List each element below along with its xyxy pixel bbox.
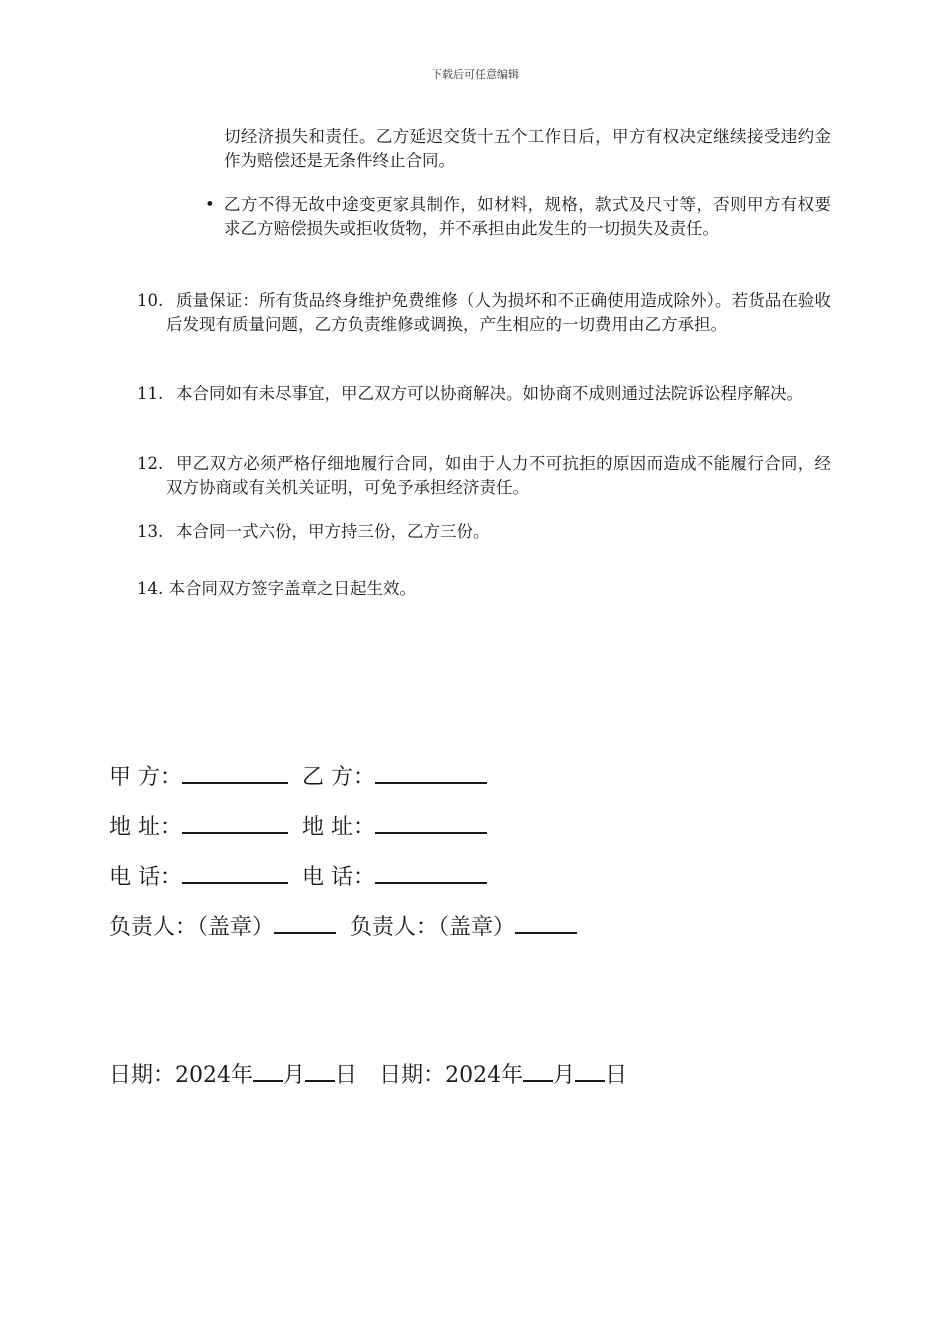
date-a-month-unit: 月 — [283, 1063, 306, 1088]
clause-text: 本合同一式六份，甲方持三份，乙方三份。 — [176, 522, 490, 541]
party-b-label: 乙 方： — [302, 765, 375, 790]
clause-10 — [137, 289, 831, 337]
address-a-label: 地 址： — [109, 815, 182, 840]
date-b-month-blank[interactable] — [523, 1058, 553, 1082]
clause-text: 甲乙双方必须严格仔细地履行合同，如由于人力不可抗拒的原因而造成不能履行合同，经双方协商或有关机关证明，可免予承担经济责任。 — [166, 454, 831, 497]
party-a-blank[interactable] — [182, 760, 288, 784]
rep-b-label: 负责人：（盖章） — [350, 915, 516, 940]
phone-b-label: 电 话： — [302, 865, 375, 890]
date-a-month-blank[interactable] — [253, 1058, 283, 1082]
date-a-day-unit: 日 — [335, 1063, 358, 1088]
clause-13 — [137, 520, 831, 544]
clause-text: 质量保证：所有货品终身维护免费维修（人为损坏和不正确使用造成除外）。若货品在验收后发现有质量问题，乙方负责维修或调换，产生相应的一切费用由乙方承担。 — [166, 291, 831, 334]
date-b-label: 日期： — [379, 1063, 446, 1088]
date-a-label: 日期： — [109, 1063, 176, 1088]
date-b-year: 2024 — [445, 1063, 502, 1088]
date-b-month-unit: 月 — [553, 1063, 576, 1088]
phone-a-blank[interactable] — [182, 860, 288, 884]
clause-number: 10. — [137, 291, 164, 310]
clause-14 — [137, 577, 416, 601]
clause-number: 12. — [137, 454, 164, 473]
address-a-blank[interactable] — [182, 810, 288, 834]
party-b-blank[interactable] — [375, 760, 487, 784]
clause-text: 本合同如有未尽事宜，甲乙双方可以协商解决。如协商不成则通过法院诉讼程序解决。 — [176, 384, 803, 403]
phone-b-blank[interactable] — [375, 860, 487, 884]
phone-a-label: 电 话： — [109, 865, 182, 890]
date-b-day-unit: 日 — [605, 1063, 628, 1088]
date-b-year-unit: 年 — [501, 1063, 524, 1088]
date-a-day-blank[interactable] — [305, 1058, 335, 1082]
rep-a-blank[interactable] — [274, 910, 336, 934]
rep-b-blank[interactable] — [515, 910, 577, 934]
bullet-icon: • — [205, 195, 215, 214]
signature-address-row — [109, 810, 487, 843]
clause-12 — [137, 452, 831, 500]
date-b-day-blank[interactable] — [575, 1058, 605, 1082]
bullet-text: 乙方不得无故中途变更家具制作，如材料，规格，款式及尺寸等，否则甲方有权要求乙方赔偿损失或拒收货物，并不承担由此发生的一切损失及责任。 — [224, 195, 831, 238]
date-a-year-unit: 年 — [231, 1063, 254, 1088]
clause-number: 13. — [137, 522, 164, 541]
date-a-year: 2024 — [175, 1063, 232, 1088]
signature-representative-row — [109, 910, 577, 943]
clause-11 — [137, 382, 831, 406]
clause-text: 本合同双方签字盖章之日起生效。 — [168, 579, 416, 598]
address-b-label: 地 址： — [302, 815, 375, 840]
continuation-paragraph: 切经济损失和责任。乙方延迟交货十五个工作日后，甲方有权决定继续接受违约金作为赔偿还是无条件终止合同。 — [224, 127, 831, 170]
page-header: 下载后可任意编辑 — [431, 68, 519, 81]
clause-number: 11. — [137, 384, 164, 403]
rep-a-label: 负责人：（盖章） — [109, 915, 275, 940]
signature-date-row — [109, 1058, 627, 1091]
address-b-blank[interactable] — [375, 810, 487, 834]
signature-party-row — [109, 760, 487, 793]
party-a-label: 甲 方： — [109, 765, 182, 790]
clause-number: 14. — [137, 579, 164, 598]
signature-phone-row — [109, 860, 487, 893]
